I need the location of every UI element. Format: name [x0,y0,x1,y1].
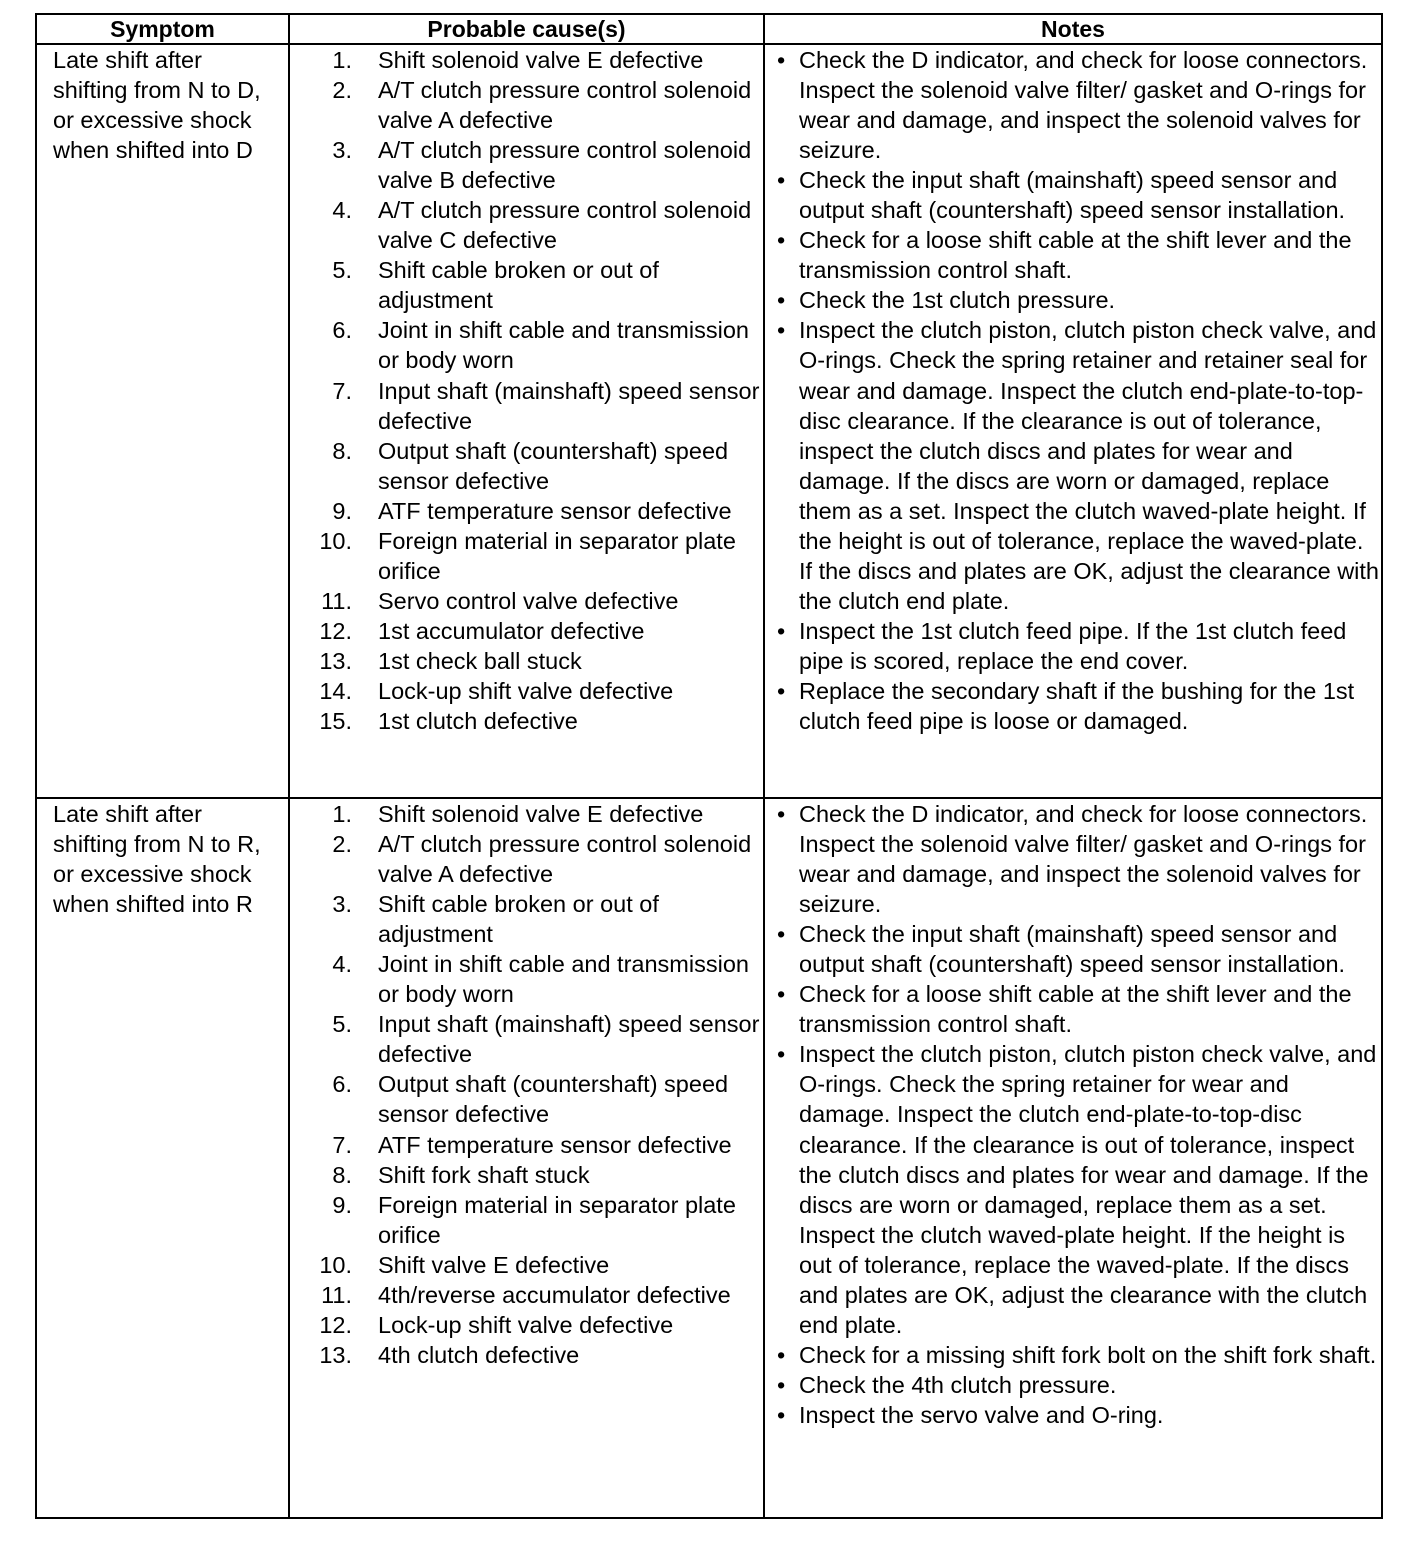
cause-number: 3. [332,891,352,918]
cause-item [290,195,763,255]
note-item [777,45,1379,165]
cause-number: 5. [332,1011,352,1038]
header-probable-causes: Probable cause(s) [289,14,764,44]
note-text: Inspect the servo valve and O-ring. [799,1401,1164,1428]
cause-text: Foreign material in separator plate orifice [378,527,736,584]
header-symptom: Symptom [36,14,289,44]
note-item [777,1370,1379,1400]
note-text: Inspect the 1st clutch feed pipe. If the 1st clutch feed pipe is scored, replace the end cover. [799,617,1347,674]
note-item [777,315,1379,615]
cause-item [290,526,763,586]
bullet-icon: • [777,677,786,704]
cause-text: Input shaft (mainshaft) speed sensor defective [378,1011,760,1068]
note-text: Inspect the clutch piston, clutch piston check valve, and O-rings. Check the spring retainer for wear and damage. Inspect the clutch end-plate-to-top-disc clearance. If the clearance is out of tolerance, inspect the clutch discs and plates for wear and damage. If the discs are worn or damaged, replace them as a set. Inspect the clutch waved-plate height. If the height is out of tolerance, replace the waved-plate. If the discs and plates are OK, adjust the clearance with the clutch end plate. [799,1041,1377,1338]
cause-text: Shift fork shaft stuck [378,1161,590,1188]
bullet-icon: • [777,801,786,827]
note-item [777,285,1379,315]
cause-text: Shift valve E defective [378,1251,610,1278]
note-item [777,919,1379,979]
note-item [777,165,1379,225]
bullet-icon: • [777,227,786,254]
note-text: Check the D indicator, and check for loose connectors. Inspect the solenoid valve filter/ gasket and O-rings for wear and damage, and inspect the solenoid valves for seizure. [799,47,1368,164]
note-text: Check the 4th clutch pressure. [799,1371,1117,1398]
cause-text: Joint in shift cable and transmission or body worn [378,951,749,1008]
cause-item [290,376,763,436]
cause-item [290,676,763,706]
bullet-icon: • [777,1401,786,1428]
bullet-icon: • [777,47,786,73]
cause-number: 8. [332,437,352,464]
note-item [777,1340,1379,1370]
cause-text: ATF temperature sensor defective [378,1131,732,1158]
bullet-icon: • [777,317,786,344]
cause-number: 5. [332,257,352,284]
bullet-icon: • [777,1371,786,1398]
bullet-icon: • [777,617,786,644]
cause-text: 1st clutch defective [378,708,578,735]
cause-item [290,706,763,736]
notes-cell [764,44,1382,798]
note-text: Check the input shaft (mainshaft) speed sensor and output shaft (countershaft) speed sensor installation. [799,167,1346,224]
cause-item [290,1069,763,1129]
cause-number: 8. [332,1161,352,1188]
cause-number: 14. [319,677,352,704]
cause-item [290,646,763,676]
cause-item [290,829,763,889]
cause-item [290,1310,763,1340]
note-text: Check the 1st clutch pressure. [799,287,1116,314]
note-item [777,799,1379,919]
cause-item [290,496,763,526]
cause-number: 11. [321,587,352,614]
cause-text: 4th/reverse accumulator defective [378,1281,731,1308]
cause-number: 9. [332,1191,352,1218]
cause-text: Shift solenoid valve E defective [378,801,704,827]
table-row [36,798,1382,1518]
cause-item [290,255,763,315]
cause-item [290,889,763,949]
cause-number: 12. [319,1311,352,1338]
cause-text: Shift cable broken or out of adjustment [378,257,659,314]
cause-item [290,586,763,616]
cause-item [290,616,763,646]
cause-text: Lock-up shift valve defective [378,677,674,704]
cause-number: 6. [332,317,352,344]
cause-text: A/T clutch pressure control solenoid valve A defective [378,831,752,888]
note-item [777,616,1379,676]
cause-item [290,1190,763,1250]
note-text: Replace the secondary shaft if the bushing for the 1st clutch feed pipe is loose or damaged. [799,677,1355,735]
cause-text: A/T clutch pressure control solenoid valve B defective [378,137,752,194]
cause-item [290,315,763,375]
note-item [777,225,1379,285]
table-row [36,44,1382,798]
cause-item [290,135,763,195]
note-item [777,676,1379,736]
symptom-cell: Late shift after shifting from N to R, or excessive shock when shifted into R [36,798,289,1518]
note-text: Check for a missing shift fork bolt on the shift fork shaft. [799,1341,1377,1368]
note-item [777,1039,1379,1339]
note-text: Check for a loose shift cable at the shift lever and the transmission control shaft. [799,981,1352,1038]
cause-text: Servo control valve defective [378,587,679,614]
cause-text: 1st check ball stuck [378,647,582,674]
cause-number: 2. [332,831,352,858]
bullet-icon: • [777,167,786,194]
cause-text: Output shaft (countershaft) speed sensor defective [378,437,729,494]
cause-item [290,1009,763,1069]
troubleshooting-table [35,13,1383,1519]
cause-item [290,949,763,1009]
cause-number: 9. [332,497,352,524]
cause-number: 4. [332,197,352,224]
note-text: Inspect the clutch piston, clutch piston check valve, and O-rings. Check the spring retainer and retainer seal for wear and damage. Inspect the clutch end-plate-to-top-disc clearance. If the clearance is out of tolerance, inspect the clutch discs and plates for wear and damage. If the discs are worn or damaged, replace them as a set. Inspect the clutch waved-plate height. If the height is out of tolerance, replace the waved-plate. If the discs and plates are OK, adjust the clearance with the clutch end plate. [799,317,1379,614]
bullet-icon: • [777,1341,786,1368]
cause-number: 10. [319,527,352,554]
cause-number: 1. [332,47,352,73]
cause-number: 7. [332,1131,352,1158]
cause-number: 10. [319,1251,352,1278]
note-text: Check for a loose shift cable at the shift lever and the transmission control shaft. [799,227,1352,284]
cause-text: Output shaft (countershaft) speed sensor defective [378,1071,729,1128]
cause-text: Foreign material in separator plate orifice [378,1191,736,1248]
cause-number: 3. [332,137,352,164]
header-notes: Notes [764,14,1382,44]
cause-text: 1st accumulator defective [378,617,645,644]
cause-item [290,75,763,135]
notes-cell [764,798,1382,1518]
cause-item [290,436,763,496]
cause-text: Input shaft (mainshaft) speed sensor defective [378,377,760,434]
bullet-icon: • [777,921,786,948]
cause-text: Joint in shift cable and transmission or body worn [378,317,749,374]
cause-item [290,1340,763,1370]
cause-item [290,1130,763,1160]
note-text: Check the input shaft (mainshaft) speed sensor and output shaft (countershaft) speed sensor installation. [799,921,1346,978]
cause-text: A/T clutch pressure control solenoid valve A defective [378,77,752,134]
note-item [777,1400,1379,1430]
cause-number: 7. [332,377,352,404]
note-text: Check the D indicator, and check for loose connectors. Inspect the solenoid valve filter/ gasket and O-rings for wear and damage, and inspect the solenoid valves for seizure. [799,801,1368,918]
cause-number: 2. [332,77,352,104]
cause-item [290,1250,763,1280]
cause-text: ATF temperature sensor defective [378,497,732,524]
cause-number: 6. [332,1071,352,1098]
cause-number: 13. [319,647,352,674]
cause-text: Shift cable broken or out of adjustment [378,891,659,948]
causes-cell [289,798,764,1518]
symptom-cell: Late shift after shifting from N to D, or excessive shock when shifted into D [36,44,289,798]
causes-cell [289,44,764,798]
bullet-icon: • [777,287,786,314]
header-row [36,14,1382,44]
cause-item [290,45,763,75]
cause-number: 1. [332,801,352,827]
cause-number: 12. [319,617,352,644]
cause-text: Lock-up shift valve defective [378,1311,674,1338]
bullet-icon: • [777,1041,786,1068]
cause-number: 4. [332,951,352,978]
cause-number: 11. [321,1281,352,1308]
note-item [777,979,1379,1039]
cause-item [290,1160,763,1190]
cause-text: 4th clutch defective [378,1341,580,1368]
cause-number: 13. [319,1341,352,1368]
cause-item [290,1280,763,1310]
bullet-icon: • [777,981,786,1008]
cause-item [290,799,763,829]
cause-text: Shift solenoid valve E defective [378,47,704,73]
cause-number: 15. [319,708,352,735]
cause-text: A/T clutch pressure control solenoid valve C defective [378,197,752,254]
